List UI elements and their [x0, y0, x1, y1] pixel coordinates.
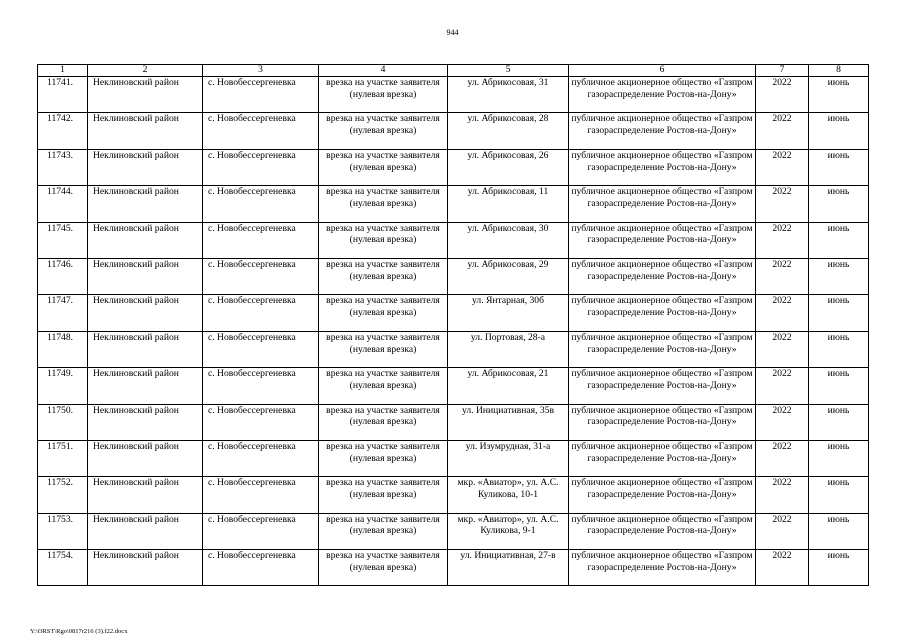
month-cell: июнь	[809, 513, 869, 549]
month-cell: июнь	[809, 222, 869, 258]
organization-cell: публичное акционерное общество «Газпром газораспределение Ростов-на-Дону»	[569, 404, 756, 440]
table-row	[38, 113, 869, 149]
row-number-cell: 11742.	[38, 113, 88, 149]
table-row	[38, 295, 869, 331]
footer-file-path: Y:\ORST\Rgo\0817r216 (3).f22.docx	[30, 628, 128, 635]
row-number-cell: 11741.	[38, 77, 88, 113]
year-cell: 2022	[756, 331, 809, 367]
organization-cell: публичное акционерное общество «Газпром газораспределение Ростов-на-Дону»	[569, 368, 756, 404]
work-type-cell: врезка на участке заявителя (нулевая врезка)	[319, 331, 448, 367]
row-number-cell: 11750.	[38, 404, 88, 440]
month-cell: июнь	[809, 440, 869, 476]
settlement-cell: с. Новобессергеневка	[203, 477, 319, 513]
row-number-cell: 11751.	[38, 440, 88, 476]
table-row	[38, 368, 869, 404]
table-row	[38, 477, 869, 513]
year-cell: 2022	[756, 258, 809, 294]
month-cell: июнь	[809, 331, 869, 367]
work-type-cell: врезка на участке заявителя (нулевая врезка)	[319, 550, 448, 586]
gasification-register-table	[37, 64, 869, 586]
table-row	[38, 222, 869, 258]
month-cell: июнь	[809, 295, 869, 331]
address-cell: ул. Портовая, 28-а	[448, 331, 569, 367]
address-cell: ул. Абрикосовая, 31	[448, 77, 569, 113]
organization-cell: публичное акционерное общество «Газпром газораспределение Ростов-на-Дону»	[569, 477, 756, 513]
month-cell: июнь	[809, 113, 869, 149]
organization-cell: публичное акционерное общество «Газпром газораспределение Ростов-на-Дону»	[569, 77, 756, 113]
year-cell: 2022	[756, 77, 809, 113]
work-type-cell: врезка на участке заявителя (нулевая врезка)	[319, 149, 448, 185]
organization-cell: публичное акционерное общество «Газпром газораспределение Ростов-на-Дону»	[569, 149, 756, 185]
settlement-cell: с. Новобессергеневка	[203, 513, 319, 549]
address-cell: ул. Абрикосовая, 21	[448, 368, 569, 404]
settlement-cell: с. Новобессергеневка	[203, 113, 319, 149]
year-cell: 2022	[756, 186, 809, 222]
work-type-cell: врезка на участке заявителя (нулевая врезка)	[319, 368, 448, 404]
district-cell: Неклиновский район	[88, 149, 203, 185]
month-cell: июнь	[809, 186, 869, 222]
column-header: 8	[809, 65, 869, 77]
table-row	[38, 258, 869, 294]
work-type-cell: врезка на участке заявителя (нулевая врезка)	[319, 77, 448, 113]
row-number-cell: 11743.	[38, 149, 88, 185]
row-number-cell: 11744.	[38, 186, 88, 222]
year-cell: 2022	[756, 477, 809, 513]
year-cell: 2022	[756, 295, 809, 331]
settlement-cell: с. Новобессергеневка	[203, 258, 319, 294]
address-cell: ул. Инициативная, 35в	[448, 404, 569, 440]
column-header: 6	[569, 65, 756, 77]
year-cell: 2022	[756, 404, 809, 440]
work-type-cell: врезка на участке заявителя (нулевая врезка)	[319, 404, 448, 440]
district-cell: Неклиновский район	[88, 477, 203, 513]
district-cell: Неклиновский район	[88, 258, 203, 294]
settlement-cell: с. Новобессергеневка	[203, 149, 319, 185]
row-number-cell: 11747.	[38, 295, 88, 331]
month-cell: июнь	[809, 404, 869, 440]
column-header: 3	[203, 65, 319, 77]
settlement-cell: с. Новобессергеневка	[203, 404, 319, 440]
year-cell: 2022	[756, 513, 809, 549]
district-cell: Неклиновский район	[88, 186, 203, 222]
month-cell: июнь	[809, 77, 869, 113]
month-cell: июнь	[809, 550, 869, 586]
year-cell: 2022	[756, 368, 809, 404]
work-type-cell: врезка на участке заявителя (нулевая врезка)	[319, 440, 448, 476]
row-number-cell: 11748.	[38, 331, 88, 367]
address-cell: мкр. «Авиатор», ул. А.С. Куликова, 9-1	[448, 513, 569, 549]
year-cell: 2022	[756, 149, 809, 185]
district-cell: Неклиновский район	[88, 113, 203, 149]
work-type-cell: врезка на участке заявителя (нулевая врезка)	[319, 113, 448, 149]
district-cell: Неклиновский район	[88, 331, 203, 367]
settlement-cell: с. Новобессергеневка	[203, 295, 319, 331]
settlement-cell: с. Новобессергеневка	[203, 222, 319, 258]
organization-cell: публичное акционерное общество «Газпром газораспределение Ростов-на-Дону»	[569, 440, 756, 476]
table-row	[38, 404, 869, 440]
month-cell: июнь	[809, 258, 869, 294]
address-cell: ул. Янтарная, 30б	[448, 295, 569, 331]
year-cell: 2022	[756, 113, 809, 149]
month-cell: июнь	[809, 149, 869, 185]
address-cell: ул. Абрикосовая, 30	[448, 222, 569, 258]
year-cell: 2022	[756, 440, 809, 476]
column-header: 7	[756, 65, 809, 77]
district-cell: Неклиновский район	[88, 368, 203, 404]
district-cell: Неклиновский район	[88, 295, 203, 331]
table-row	[38, 440, 869, 476]
work-type-cell: врезка на участке заявителя (нулевая врезка)	[319, 477, 448, 513]
address-cell: ул. Инициативная, 27-в	[448, 550, 569, 586]
address-cell: ул. Абрикосовая, 26	[448, 149, 569, 185]
organization-cell: публичное акционерное общество «Газпром газораспределение Ростов-на-Дону»	[569, 186, 756, 222]
organization-cell: публичное акционерное общество «Газпром газораспределение Ростов-на-Дону»	[569, 258, 756, 294]
year-cell: 2022	[756, 222, 809, 258]
work-type-cell: врезка на участке заявителя (нулевая врезка)	[319, 186, 448, 222]
row-number-cell: 11746.	[38, 258, 88, 294]
page-number: 944	[446, 28, 459, 37]
settlement-cell: с. Новобессергеневка	[203, 77, 319, 113]
column-header: 4	[319, 65, 448, 77]
row-number-cell: 11749.	[38, 368, 88, 404]
year-cell: 2022	[756, 550, 809, 586]
month-cell: июнь	[809, 477, 869, 513]
organization-cell: публичное акционерное общество «Газпром газораспределение Ростов-на-Дону»	[569, 222, 756, 258]
work-type-cell: врезка на участке заявителя (нулевая врезка)	[319, 222, 448, 258]
settlement-cell: с. Новобессергеневка	[203, 550, 319, 586]
table-row	[38, 77, 869, 113]
month-cell: июнь	[809, 368, 869, 404]
table-row	[38, 513, 869, 549]
work-type-cell: врезка на участке заявителя (нулевая врезка)	[319, 258, 448, 294]
row-number-cell: 11754.	[38, 550, 88, 586]
address-cell: ул. Абрикосовая, 28	[448, 113, 569, 149]
row-number-cell: 11752.	[38, 477, 88, 513]
district-cell: Неклиновский район	[88, 550, 203, 586]
organization-cell: публичное акционерное общество «Газпром газораспределение Ростов-на-Дону»	[569, 295, 756, 331]
address-cell: ул. Абрикосовая, 29	[448, 258, 569, 294]
column-header: 5	[448, 65, 569, 77]
address-cell: мкр. «Авиатор», ул. А.С. Куликова, 10-1	[448, 477, 569, 513]
settlement-cell: с. Новобессергеневка	[203, 440, 319, 476]
district-cell: Неклиновский район	[88, 513, 203, 549]
settlement-cell: с. Новобессергеневка	[203, 368, 319, 404]
row-number-cell: 11745.	[38, 222, 88, 258]
table-header-row	[38, 65, 869, 77]
settlement-cell: с. Новобессергеневка	[203, 331, 319, 367]
address-cell: ул. Абрикосовая, 11	[448, 186, 569, 222]
district-cell: Неклиновский район	[88, 404, 203, 440]
address-cell: ул. Изумрудная, 31-а	[448, 440, 569, 476]
organization-cell: публичное акционерное общество «Газпром газораспределение Ростов-на-Дону»	[569, 113, 756, 149]
column-header: 1	[38, 65, 88, 77]
district-cell: Неклиновский район	[88, 222, 203, 258]
district-cell: Неклиновский район	[88, 77, 203, 113]
table-row	[38, 186, 869, 222]
table-row	[38, 550, 869, 586]
column-header: 2	[88, 65, 203, 77]
work-type-cell: врезка на участке заявителя (нулевая врезка)	[319, 513, 448, 549]
work-type-cell: врезка на участке заявителя (нулевая врезка)	[319, 295, 448, 331]
organization-cell: публичное акционерное общество «Газпром газораспределение Ростов-на-Дону»	[569, 331, 756, 367]
organization-cell: публичное акционерное общество «Газпром газораспределение Ростов-на-Дону»	[569, 513, 756, 549]
district-cell: Неклиновский район	[88, 440, 203, 476]
table-row	[38, 149, 869, 185]
settlement-cell: с. Новобессергеневка	[203, 186, 319, 222]
row-number-cell: 11753.	[38, 513, 88, 549]
organization-cell: публичное акционерное общество «Газпром газораспределение Ростов-на-Дону»	[569, 550, 756, 586]
table-row	[38, 331, 869, 367]
